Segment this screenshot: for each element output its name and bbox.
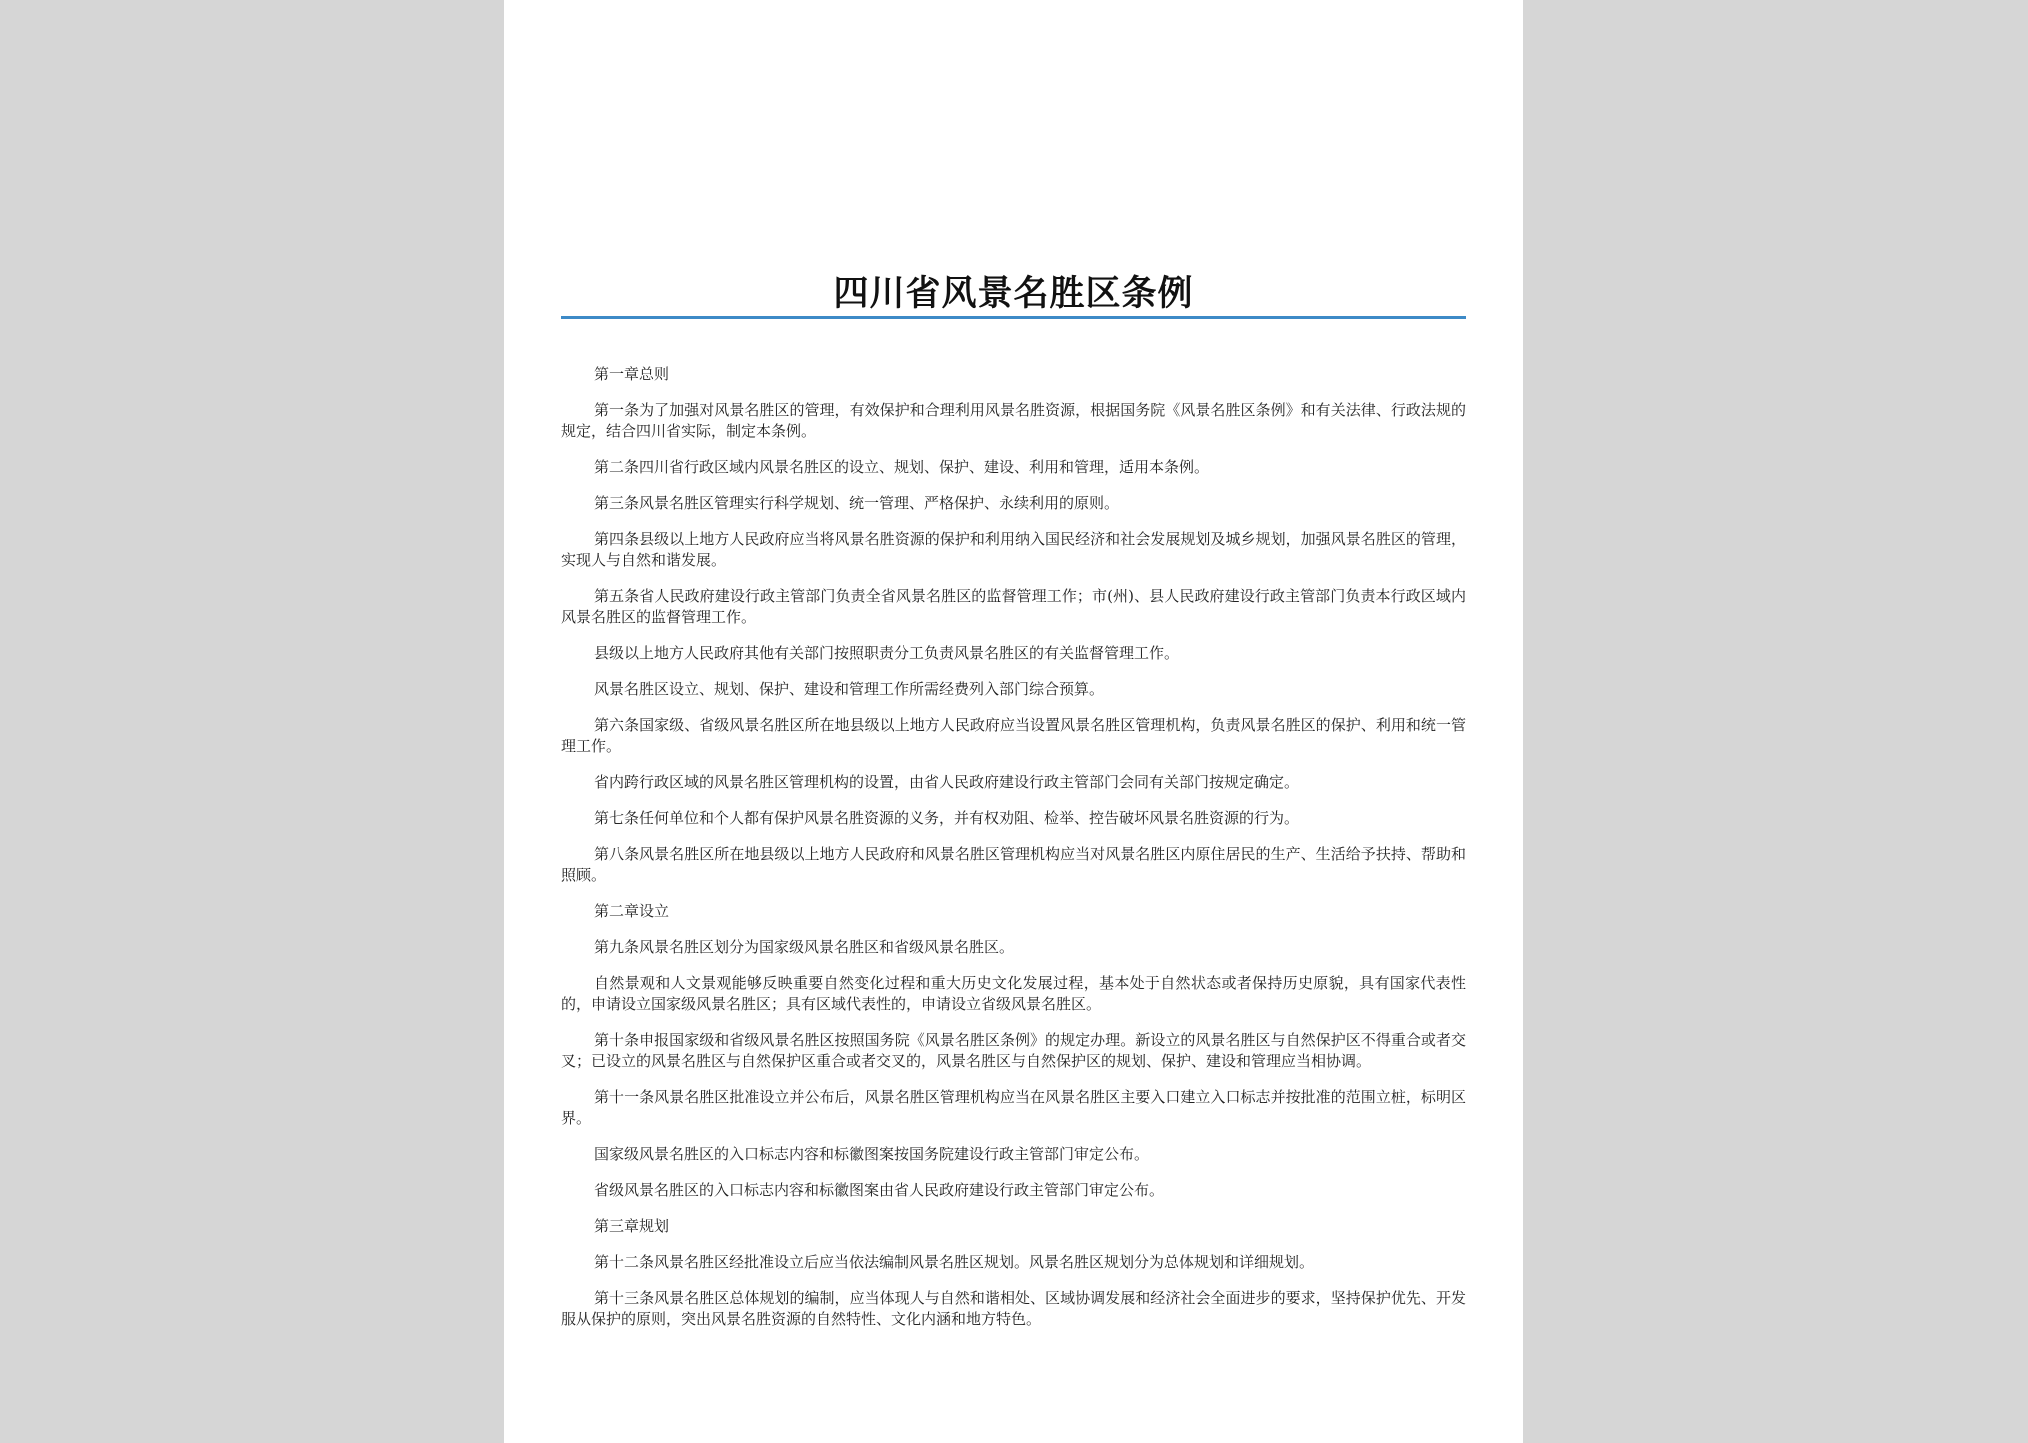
article-paragraph: 省级风景名胜区的入口标志内容和标徽图案由省人民政府建设行政主管部门审定公布。 <box>594 1181 1165 1199</box>
article-paragraph: 第十一条风景名胜区批准设立并公布后，风景名胜区管理机构应当在风景名胜区主要入口建立入口标志并按批准的范围立桩，标明区界。 <box>561 1088 1466 1127</box>
article-paragraph: 国家级风景名胜区的入口标志内容和标徽图案按国务院建设行政主管部门审定公布。 <box>594 1145 1150 1163</box>
article-paragraph: 县级以上地方人民政府其他有关部门按照职责分工负责风景名胜区的有关监督管理工作。 <box>594 644 1180 662</box>
document-body <box>561 364 1466 1345</box>
article-paragraph: 第一条为了加强对风景名胜区的管理，有效保护和合理利用风景名胜资源，根据国务院《风景名胜区条例》和有关法律、行政法规的规定，结合四川省实际，制定本条例。 <box>561 401 1466 440</box>
article-paragraph: 第八条风景名胜区所在地县级以上地方人民政府和风景名胜区管理机构应当对风景名胜区内原住居民的生产、生活给予扶持、帮助和照顾。 <box>561 845 1466 884</box>
article-paragraph: 自然景观和人文景观能够反映重要自然变化过程和重大历史文化发展过程，基本处于自然状态或者保持历史原貌，具有国家代表性的，申请设立国家级风景名胜区；具有区域代表性的，申请设立省级风景名胜区。 <box>561 974 1466 1013</box>
article-paragraph: 第五条省人民政府建设行政主管部门负责全省风景名胜区的监督管理工作；市(州)、县人民政府建设行政主管部门负责本行政区域内风景名胜区的监督管理工作。 <box>561 587 1466 626</box>
article-paragraph: 省内跨行政区域的风景名胜区管理机构的设置，由省人民政府建设行政主管部门会同有关部门按规定确定。 <box>594 773 1300 791</box>
article-paragraph: 第十条申报国家级和省级风景名胜区按照国务院《风景名胜区条例》的规定办理。新设立的风景名胜区与自然保护区不得重合或者交叉；已设立的风景名胜区与自然保护区重合或者交叉的，风景名胜区与自然保护区的规划、保护、建设和管理应当相协调。 <box>561 1031 1466 1070</box>
article-paragraph: 第三条风景名胜区管理实行科学规划、统一管理、严格保护、永续利用的原则。 <box>594 494 1120 512</box>
chapter-heading: 第三章规划 <box>594 1217 670 1235</box>
document-page <box>504 0 1523 1443</box>
chapter-heading: 第二章设立 <box>594 902 670 920</box>
article-paragraph: 第四条县级以上地方人民政府应当将风景名胜资源的保护和利用纳入国民经济和社会发展规划及城乡规划，加强风景名胜区的管理，实现人与自然和谐发展。 <box>561 530 1466 569</box>
chapter-heading: 第一章总则 <box>594 365 670 383</box>
article-paragraph: 第六条国家级、省级风景名胜区所在地县级以上地方人民政府应当设置风景名胜区管理机构，负责风景名胜区的保护、利用和统一管理工作。 <box>561 716 1466 755</box>
article-paragraph: 第二条四川省行政区域内风景名胜区的设立、规划、保护、建设、利用和管理，适用本条例。 <box>594 458 1210 476</box>
article-paragraph: 第七条任何单位和个人都有保护风景名胜资源的义务，并有权劝阻、检举、控告破坏风景名胜资源的行为。 <box>594 809 1300 827</box>
article-paragraph: 第十三条风景名胜区总体规划的编制，应当体现人与自然和谐相处、区域协调发展和经济社会全面进步的要求，坚持保护优先、开发服从保护的原则，突出风景名胜资源的自然特性、文化内涵和地方特色。 <box>561 1289 1466 1328</box>
document-title: 四川省风景名胜区条例 <box>833 273 1194 314</box>
article-paragraph: 第十二条风景名胜区经批准设立后应当依法编制风景名胜区规划。风景名胜区规划分为总体规划和详细规划。 <box>594 1253 1315 1271</box>
article-paragraph: 风景名胜区设立、规划、保护、建设和管理工作所需经费列入部门综合预算。 <box>594 680 1105 698</box>
article-paragraph: 第九条风景名胜区划分为国家级风景名胜区和省级风景名胜区。 <box>594 938 1015 956</box>
title-divider <box>561 316 1466 319</box>
